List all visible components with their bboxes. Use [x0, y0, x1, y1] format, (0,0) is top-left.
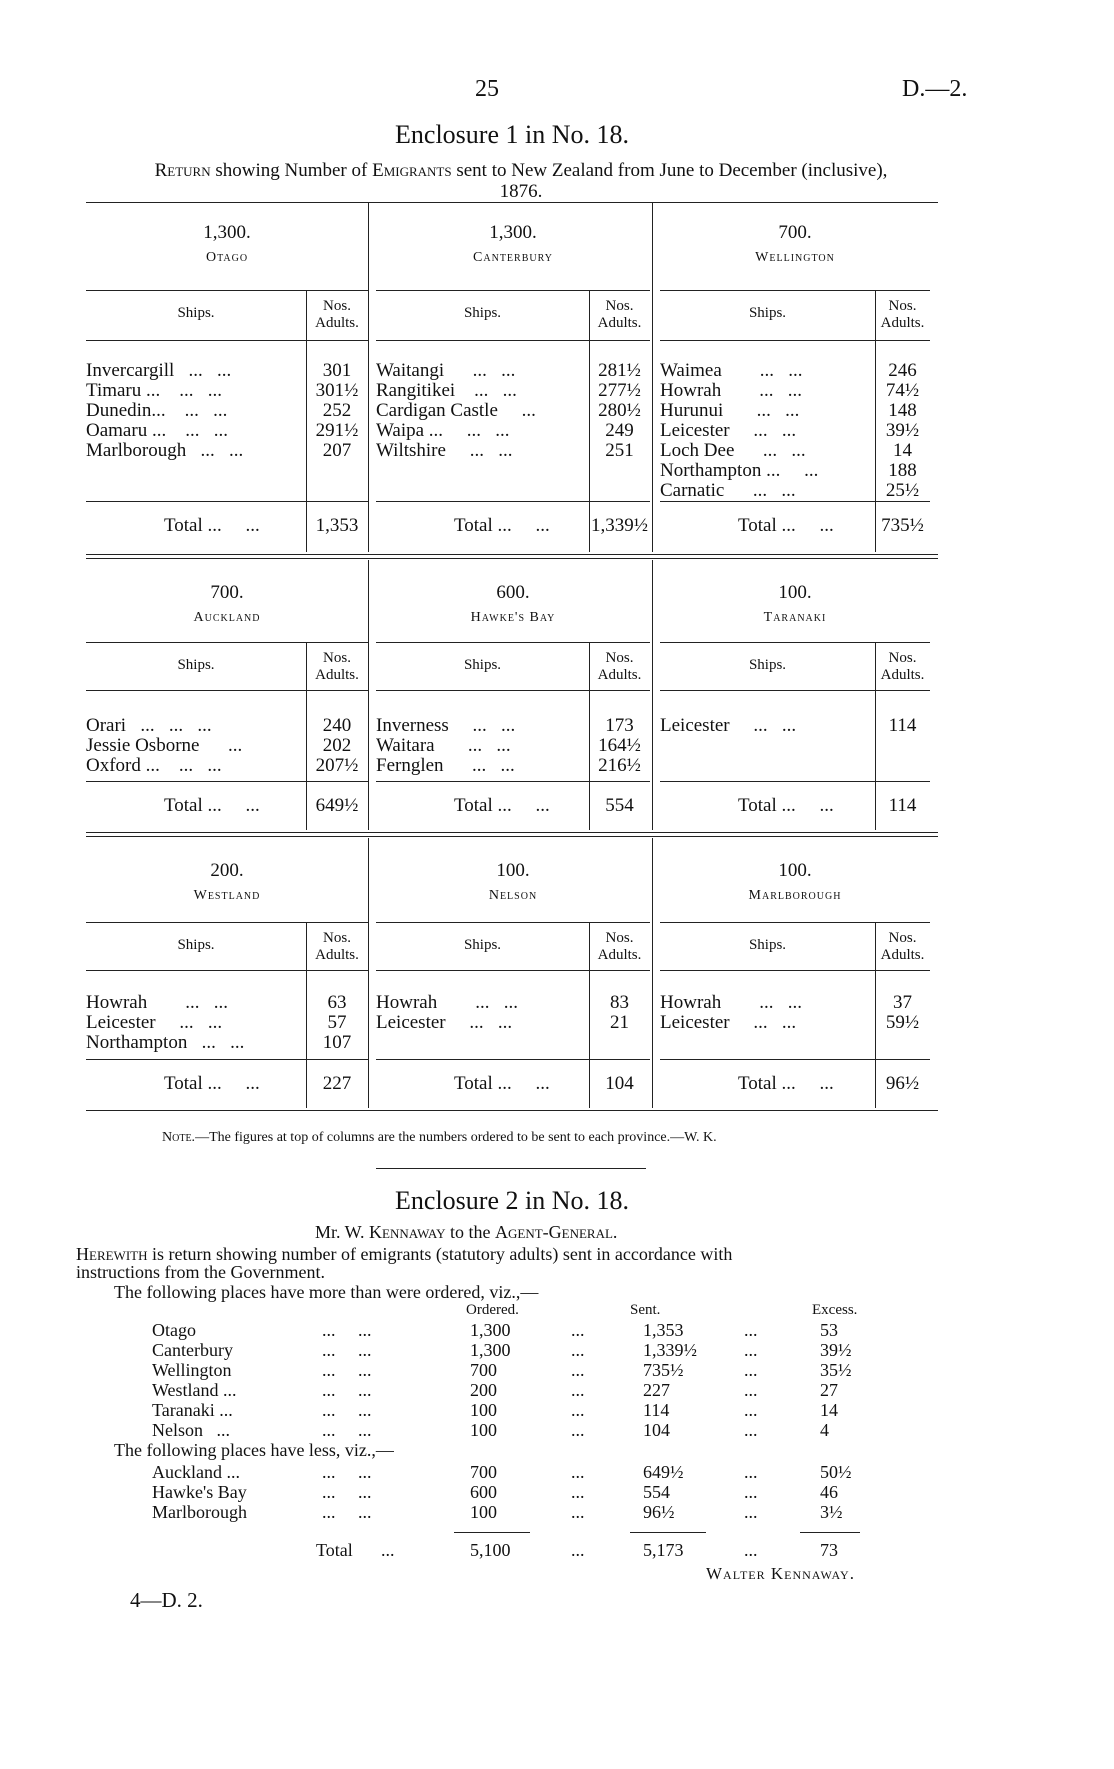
- ordered-number-wellington: 700.: [778, 222, 812, 243]
- summary-ordered: 700: [470, 1462, 497, 1482]
- province-name-nelson: Nelson: [488, 888, 538, 903]
- column-header-nos-adults: Nos. Adults.: [880, 298, 925, 331]
- ship-adults-count: 83: [610, 992, 629, 1013]
- leader-dots: ... ...: [322, 1482, 372, 1502]
- column-header-nos-adults: Nos. Adults.: [597, 650, 642, 683]
- ship-name: Cardigan Castle ...: [376, 400, 536, 421]
- province-heading-canterbury: [376, 222, 650, 266]
- total-leader: ...: [381, 1540, 395, 1560]
- province-heading-marlborough: [660, 860, 930, 904]
- summary-sent: 735½: [643, 1360, 684, 1380]
- total-rule: [660, 1059, 930, 1060]
- ship-adults-count: 114: [888, 715, 917, 736]
- signature-mark: 4—D. 2.: [130, 1588, 203, 1612]
- ship-name: Rangitikei ... ...: [376, 380, 517, 401]
- province-divider: [368, 202, 369, 552]
- ship-adults-count: 249: [605, 420, 634, 441]
- leader-dots: ...: [744, 1482, 758, 1502]
- summary-ordered: 1,300: [470, 1340, 511, 1360]
- ship-name: Howrah ... ...: [86, 992, 228, 1013]
- province-heading-nelson: [376, 860, 650, 904]
- column-header-ships: Ships.: [748, 937, 787, 953]
- ship-name: Jessie Osborne ...: [86, 735, 243, 756]
- summary-excess: 53: [820, 1320, 838, 1340]
- less-intro: The following places have less, viz.,—: [114, 1440, 394, 1460]
- column-header-ships: Ships.: [177, 657, 215, 673]
- column-header-top-rule: [376, 922, 650, 923]
- leader-dots: ...: [571, 1502, 585, 1522]
- ship-name: Waimea ... ...: [660, 360, 803, 381]
- total-rule: [86, 501, 368, 502]
- province-heading-hawke-s-bay: [376, 582, 650, 626]
- excess-total-rule: [800, 1532, 860, 1533]
- page-number: 25: [475, 76, 499, 102]
- sender-name: Kennaway: [369, 1222, 446, 1242]
- ship-name: Waipa ... ... ...: [376, 420, 510, 441]
- signature: Walter Kennaway.: [706, 1564, 855, 1583]
- column-header-nos-adults: Nos. Adults.: [315, 298, 359, 331]
- ship-name: Fernglen ... ...: [376, 755, 515, 776]
- ship-name: Waitara ... ...: [376, 735, 511, 756]
- summary-place: Canterbury: [152, 1340, 233, 1360]
- total-label: Total ... ...: [738, 795, 834, 816]
- ship-adults-count: 164½: [598, 735, 641, 756]
- column-header-top-rule: [86, 290, 368, 291]
- column-header-bottom-rule: [376, 690, 650, 691]
- leader-dots: ...: [571, 1340, 585, 1360]
- ordered-number-hawke-s-bay: 600.: [496, 582, 530, 603]
- column-header-top-rule: [376, 290, 650, 291]
- leader-dots: ...: [744, 1400, 758, 1420]
- total-rule: [376, 781, 650, 782]
- recipient-name: Agent-General.: [495, 1222, 618, 1242]
- total-leader-3: ...: [744, 1540, 758, 1560]
- total-rule: [376, 1059, 650, 1060]
- province-total: 227: [322, 1073, 352, 1094]
- ship-name: Timaru ... ... ...: [86, 380, 223, 401]
- ship-adults-count: 63: [327, 992, 347, 1013]
- province-total: 554: [605, 795, 634, 816]
- note-text: —The figures at top of columns are the numbers ordered to be sent to each province.—W. K.: [195, 1130, 717, 1145]
- total-label: Total ... ...: [454, 515, 550, 536]
- enclosure-2-title: Enclosure 2 in No. 18.: [395, 1186, 629, 1215]
- total-rule: [376, 501, 650, 502]
- summary-sent: 1,353: [643, 1320, 684, 1340]
- column-header-nos-adults: Nos. Adults.: [880, 930, 925, 963]
- ship-name: Howrah ... ...: [660, 380, 802, 401]
- ship-name: Invercargill ... ...: [86, 360, 232, 381]
- province-name-otago: Otago: [205, 250, 249, 265]
- ship-name: Northampton ... ...: [86, 1032, 245, 1053]
- summary-ordered: 700: [470, 1360, 497, 1380]
- column-header-bottom-rule: [660, 340, 930, 341]
- summary-sent: 104: [643, 1420, 670, 1440]
- column-header-bottom-rule: [376, 970, 650, 971]
- ship-name: Carnatic ... ...: [660, 480, 796, 501]
- leader-dots: ...: [571, 1380, 585, 1400]
- total-label: Total ... ...: [454, 1073, 550, 1094]
- summary-place: Taranaki ...: [152, 1400, 233, 1420]
- letter-address: [315, 1222, 617, 1243]
- summary-sent: 114: [643, 1400, 670, 1420]
- ship-adults-count: 59½: [885, 1012, 920, 1033]
- ship-adults-count: 291½: [315, 420, 359, 441]
- ship-name: Orari ... ... ...: [86, 715, 212, 736]
- province-name-canterbury: Canterbury: [473, 250, 553, 265]
- more-intro: The following places have more than were ordered, viz.,—: [114, 1282, 539, 1302]
- ship-adults-count: 173: [605, 715, 634, 736]
- leader-dots: ...: [571, 1320, 585, 1340]
- ship-adults-count: 21: [610, 1012, 629, 1033]
- column-header-nos-adults: Nos. Adults.: [315, 650, 359, 683]
- ship-name: Northampton ... ...: [660, 460, 819, 481]
- leader-dots: ...: [744, 1320, 758, 1340]
- total-rule: [660, 781, 930, 782]
- summary-ordered: 100: [470, 1400, 497, 1420]
- note-label: Note.: [162, 1130, 196, 1145]
- column-header-ships: Ships.: [748, 305, 787, 321]
- leader-dots: ... ...: [322, 1380, 372, 1400]
- ship-name: Leicester ... ...: [86, 1012, 223, 1033]
- total-leader-2: ...: [571, 1540, 585, 1560]
- header-sent: Sent.: [630, 1302, 661, 1318]
- province-divider: [368, 838, 369, 1108]
- province-divider: [652, 838, 653, 1108]
- summary-total-excess: 73: [820, 1540, 838, 1560]
- province-heading-otago: [86, 222, 368, 266]
- summary-excess: 14: [820, 1400, 838, 1420]
- herewith-word: Herewith: [76, 1244, 148, 1264]
- summary-ordered: 100: [470, 1502, 497, 1522]
- column-header-ships: Ships.: [463, 305, 502, 321]
- ship-adults-count: 74½: [885, 380, 920, 401]
- ship-adults-count: 202: [322, 735, 352, 756]
- summary-place: Marlborough: [152, 1502, 247, 1522]
- ship-adults-count: 39½: [885, 420, 920, 441]
- summary-total-ordered: 5,100: [470, 1540, 511, 1560]
- total-rule: [86, 1059, 368, 1060]
- summary-place: Nelson ...: [152, 1420, 230, 1440]
- ordered-number-canterbury: 1,300.: [489, 222, 537, 243]
- column-header-top-rule: [376, 642, 650, 643]
- leader-dots: ...: [744, 1462, 758, 1482]
- ship-name: Oamaru ... ... ...: [86, 420, 228, 441]
- province-name-taranaki: Taranaki: [763, 610, 827, 625]
- column-header-nos-adults: Nos. Adults.: [880, 650, 925, 683]
- enclosure-1-subtitle: [86, 160, 956, 202]
- summary-ordered: 1,300: [470, 1320, 511, 1340]
- leader-dots: ...: [744, 1380, 758, 1400]
- paragraph-rest: is return showing number of emigrants (statutory adults) sent in accordance with: [147, 1244, 733, 1264]
- ordered-number-westland: 200.: [210, 860, 244, 881]
- summary-sent: 227: [643, 1380, 670, 1400]
- province-name-hawke-s-bay: Hawke's Bay: [470, 610, 556, 625]
- summary-excess: 35½: [820, 1360, 852, 1380]
- summary-place: Wellington: [152, 1360, 232, 1380]
- province-divider: [368, 560, 369, 830]
- province-heading-taranaki: [660, 582, 930, 626]
- ship-name: Leicester ... ...: [660, 715, 797, 736]
- leader-dots: ...: [744, 1420, 758, 1440]
- ship-adults-count: 281½: [598, 360, 641, 381]
- table-top-rule: [86, 202, 938, 203]
- column-header-top-rule: [86, 922, 368, 923]
- band-separator-rule: [86, 554, 938, 559]
- leader-dots: ... ...: [322, 1502, 372, 1522]
- column-header-ships: Ships.: [463, 657, 502, 673]
- return-word: Return: [154, 160, 211, 181]
- total-rule: [660, 501, 930, 502]
- province-total: 735½: [881, 515, 924, 536]
- column-header-nos-adults: Nos. Adults.: [597, 298, 642, 331]
- province-total: 96½: [885, 1073, 920, 1094]
- ordered-number-nelson: 100.: [496, 860, 530, 881]
- summary-sent: 96½: [643, 1502, 675, 1522]
- province-name-wellington: Wellington: [755, 250, 835, 265]
- summary-ordered: 200: [470, 1380, 497, 1400]
- leader-dots: ... ...: [322, 1320, 372, 1340]
- province-total: 1,353: [315, 515, 359, 536]
- summary-ordered: 600: [470, 1482, 497, 1502]
- ship-adults-count: 251: [605, 440, 634, 461]
- total-label: Total ... ...: [164, 515, 260, 536]
- column-header-nos-adults: Nos. Adults.: [315, 930, 359, 963]
- summary-sent: 1,339½: [643, 1340, 697, 1360]
- ship-adults-count: 277½: [598, 380, 641, 401]
- column-header-nos-adults: Nos. Adults.: [597, 930, 642, 963]
- ship-name: Marlborough ... ...: [86, 440, 244, 461]
- summary-place: Auckland ...: [152, 1462, 240, 1482]
- ship-name: Howrah ... ...: [660, 992, 802, 1013]
- ordered-number-auckland: 700.: [210, 582, 244, 603]
- summary-excess: 39½: [820, 1340, 852, 1360]
- header-ordered: Ordered.: [466, 1302, 519, 1318]
- header-excess: Excess.: [812, 1302, 858, 1318]
- ship-name: Loch Dee ... ...: [660, 440, 806, 461]
- province-total: 114: [888, 795, 917, 816]
- address-part-b: to the: [445, 1222, 496, 1242]
- column-header-bottom-rule: [86, 340, 368, 341]
- subtitle-year: 1876.: [499, 181, 543, 202]
- document-reference: D.—2.: [902, 76, 968, 102]
- ship-adults-count: 246: [888, 360, 917, 381]
- province-heading-westland: [86, 860, 368, 904]
- column-header-ships: Ships.: [177, 937, 215, 953]
- ship-name: Waitangi ... ...: [376, 360, 516, 381]
- ship-name: Leicester ... ...: [660, 1012, 797, 1033]
- ship-adults-count: 25½: [885, 480, 920, 501]
- leader-dots: ...: [571, 1462, 585, 1482]
- province-divider: [652, 560, 653, 830]
- column-header-top-rule: [86, 642, 368, 643]
- letter-paragraph-line-2: instructions from the Government.: [76, 1262, 325, 1282]
- ship-adults-count: 301: [322, 360, 352, 381]
- province-name-westland: Westland: [193, 888, 261, 903]
- ship-name: Howrah ... ...: [376, 992, 518, 1013]
- subtitle-part-b: sent to New Zealand from June to December (inclusive),: [451, 160, 888, 181]
- total-label: Total ... ...: [454, 795, 550, 816]
- subtitle-part-a: showing Number of: [210, 160, 373, 181]
- ship-name: Leicester ... ...: [376, 1012, 513, 1033]
- summary-excess: 27: [820, 1380, 838, 1400]
- ship-name: Dunedin... ... ...: [86, 400, 228, 421]
- column-header-bottom-rule: [660, 970, 930, 971]
- summary-place: Westland ...: [152, 1380, 237, 1400]
- province-total: 104: [605, 1073, 634, 1094]
- column-header-bottom-rule: [660, 690, 930, 691]
- column-header-top-rule: [660, 290, 930, 291]
- province-heading-wellington: [660, 222, 930, 266]
- ship-adults-count: 280½: [598, 400, 641, 421]
- ship-name: Leicester ... ...: [660, 420, 797, 441]
- total-label: Total ... ...: [164, 795, 260, 816]
- province-total: 1,339½: [591, 515, 648, 536]
- summary-total-sent: 5,173: [643, 1540, 684, 1560]
- column-header-bottom-rule: [86, 690, 368, 691]
- summary-excess: 3½: [820, 1502, 843, 1522]
- ship-adults-count: 252: [322, 400, 352, 421]
- summary-excess: 4: [820, 1420, 829, 1440]
- leader-dots: ... ...: [322, 1462, 372, 1482]
- column-header-bottom-rule: [86, 970, 368, 971]
- summary-place: Otago: [152, 1320, 196, 1340]
- leader-dots: ... ...: [322, 1400, 372, 1420]
- ordered-number-marlborough: 100.: [778, 860, 812, 881]
- enclosure-1-title: Enclosure 1 in No. 18.: [395, 120, 629, 149]
- leader-dots: ...: [571, 1420, 585, 1440]
- column-header-ships: Ships.: [748, 657, 787, 673]
- ship-adults-count: 207: [322, 440, 352, 461]
- province-divider: [652, 202, 653, 552]
- leader-dots: ... ...: [322, 1340, 372, 1360]
- ship-adults-count: 216½: [598, 755, 641, 776]
- ship-adults-count: 37: [893, 992, 912, 1013]
- summary-excess: 50½: [820, 1462, 852, 1482]
- summary-sent: 649½: [643, 1462, 684, 1482]
- sent-total-rule: [630, 1532, 706, 1533]
- leader-dots: ... ...: [322, 1360, 372, 1380]
- total-label: Total ... ...: [738, 1073, 834, 1094]
- section-divider: [376, 1168, 646, 1169]
- column-header-top-rule: [660, 922, 930, 923]
- leader-dots: ...: [571, 1400, 585, 1420]
- ordered-number-taranaki: 100.: [778, 582, 812, 603]
- summary-sent: 554: [643, 1482, 670, 1502]
- total-rule: [86, 781, 368, 782]
- ship-adults-count: 57: [327, 1012, 347, 1033]
- summary-place: Hawke's Bay: [152, 1482, 247, 1502]
- emigrants-word: Emigrants: [372, 160, 452, 181]
- column-header-ships: Ships.: [177, 305, 215, 321]
- column-header-bottom-rule: [376, 340, 650, 341]
- ship-adults-count: 240: [322, 715, 352, 736]
- leader-dots: ...: [571, 1482, 585, 1502]
- ship-adults-count: 107: [322, 1032, 352, 1053]
- leader-dots: ... ...: [322, 1420, 372, 1440]
- ship-adults-count: 301½: [315, 380, 359, 401]
- province-heading-auckland: [86, 582, 368, 626]
- leader-dots: ...: [744, 1502, 758, 1522]
- ship-adults-count: 188: [888, 460, 917, 481]
- table-bottom-rule: [86, 1110, 938, 1111]
- band-separator-rule: [86, 832, 938, 837]
- ship-adults-count: 148: [888, 400, 917, 421]
- table-note: [162, 1130, 717, 1146]
- ship-adults-count: 207½: [315, 755, 359, 776]
- ship-name: Oxford ... ... ...: [86, 755, 222, 776]
- leader-dots: ...: [744, 1360, 758, 1380]
- total-label: Total ... ...: [738, 515, 834, 536]
- summary-total-label: Total: [316, 1540, 353, 1560]
- summary-excess: 46: [820, 1482, 838, 1502]
- ship-name: Inverness ... ...: [376, 715, 516, 736]
- ship-name: Hurunui ... ...: [660, 400, 800, 421]
- ship-adults-count: 14: [893, 440, 912, 461]
- ordered-total-rule: [454, 1532, 530, 1533]
- province-total: 649½: [315, 795, 359, 816]
- column-header-top-rule: [660, 642, 930, 643]
- address-part-a: Mr. W.: [315, 1222, 370, 1242]
- leader-dots: ...: [571, 1360, 585, 1380]
- summary-ordered: 100: [470, 1420, 497, 1440]
- ship-name: Wiltshire ... ...: [376, 440, 513, 461]
- total-label: Total ... ...: [164, 1073, 260, 1094]
- province-name-auckland: Auckland: [193, 610, 261, 625]
- column-header-ships: Ships.: [463, 937, 502, 953]
- leader-dots: ...: [744, 1340, 758, 1360]
- province-name-marlborough: Marlborough: [748, 888, 842, 903]
- ordered-number-otago: 1,300.: [203, 222, 251, 243]
